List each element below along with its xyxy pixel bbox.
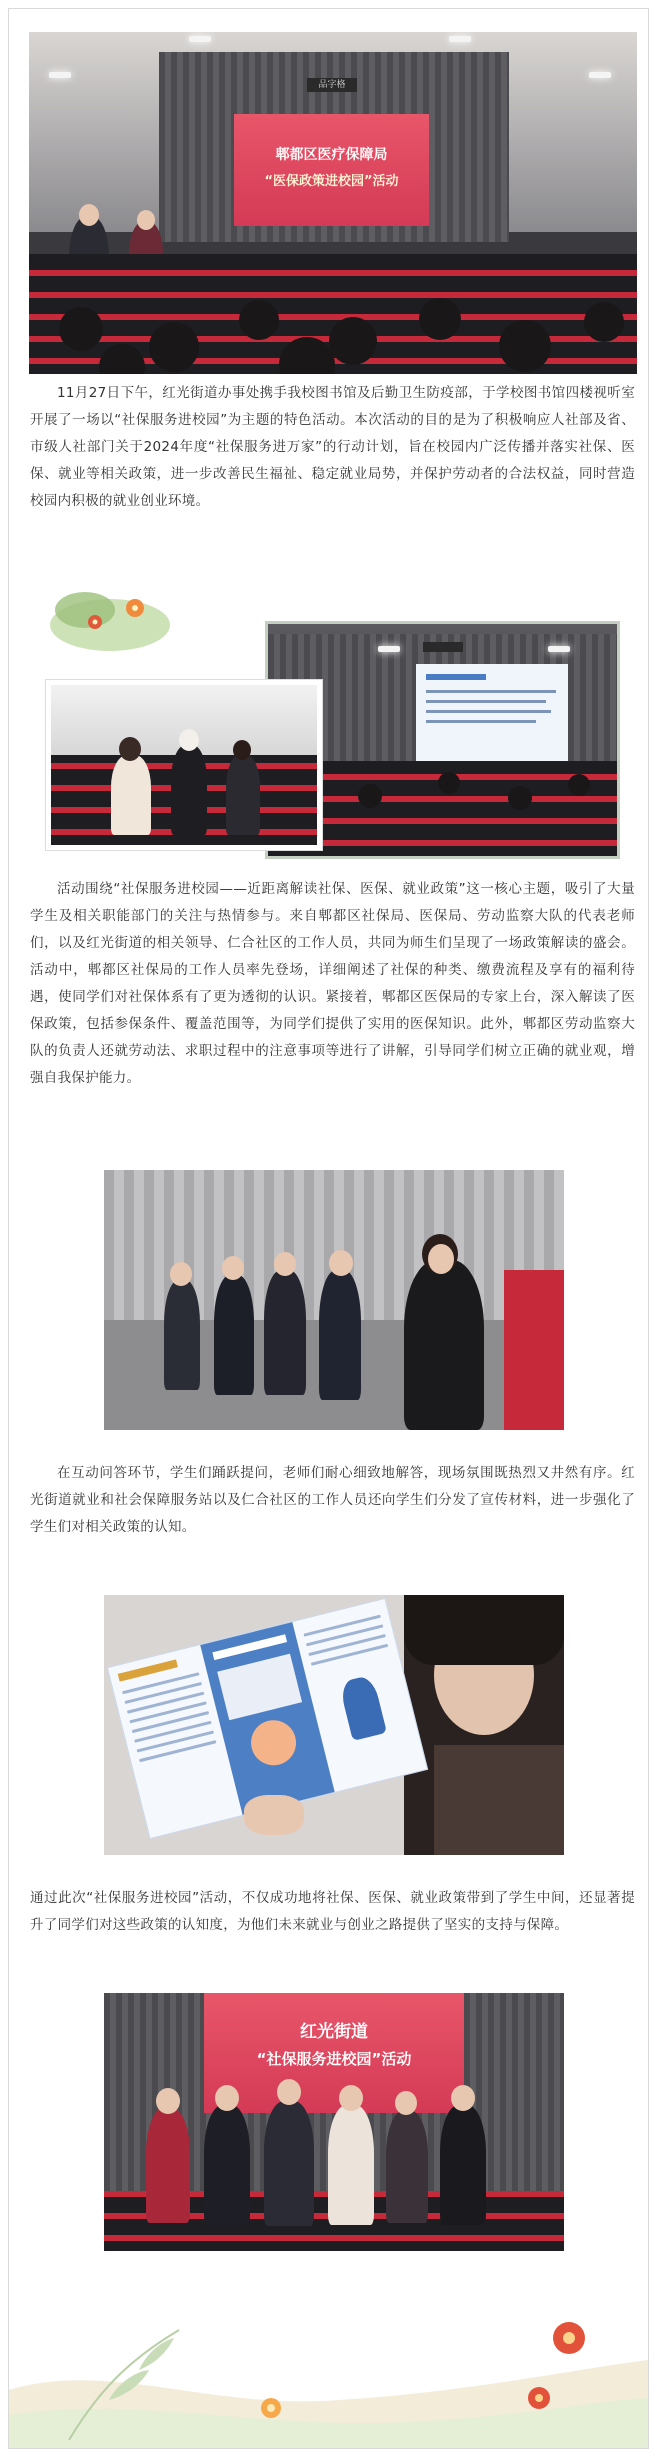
paragraph-summary: 通过此次“社保服务进校园”活动，不仅成功地将社保、医保、就业政策带到了学生中间，还显著提升了同学们对这些政策的认知度，为他们未来就业与创业之路提供了坚实的支持与保障。 <box>30 1890 635 1933</box>
paragraph-qa: 在互动问答环节，学生们踊跃提问，老师们耐心细致地解答，现场氛围既热烈又井然有序。红光街道就业和社会保障服务站以及仁合社区的工作人员还向学生们分发了宣传材料，进一步强化了学生们对相关政策的认知。 <box>30 1465 635 1535</box>
slide-screen <box>416 664 568 764</box>
photo-group <box>104 1993 564 2251</box>
photo-brochure <box>104 1595 564 1855</box>
flower-decoration-icon <box>40 580 170 660</box>
photo-officials-seated <box>104 1170 564 1430</box>
paragraph-intro: 11月27日下午，红光街道办事处携手我校图书馆及后勤卫生防疫部，于学校图书馆四楼视听室开展了一场以“社保服务进校园”为主题的特色活动。本次活动的目的是为了积极响应人社部及省、市级人社部门关于2024年度“社保服务进万家”的行动计划，旨在校园内广泛传播并落实社保、医保、就业等相关政策，进一步改善民生福祉、稳定就业局势，并保护劳动者的合法权益，同时营造校园内积极的就业创业环境。 <box>30 385 635 509</box>
photo-lecture-hall <box>29 32 637 374</box>
projection-screen <box>234 114 429 226</box>
paragraph-activity: 活动围绕“社保服务进校园——近距离解读社保、医保、就业政策”这一核心主题，吸引了大量学生及相关职能部门的关注与热情参与。来自郫都区社保局、医保局、劳动监察大队的代表老师们，以及红光街道的相关领导、仁合社区的工作人员，共同为师生们呈现了一场政策解读的盛会。活动中，郫都区社保局的工作人员率先登场，详细阐述了社保的种类、缴费流程及享有的福利待遇，使同学们对社保体系有了更为透彻的认识。紧接着，郫都区医保局的专家上台，深入解读了医保政策，包括参保条件、覆盖范围等，为同学们提供了实用的医保知识。此外，郫都区劳动监察大队的负责人还就劳动法、求职过程中的注意事项等进行了讲解，引导同学们树立正确的就业观，增强自我保护能力。 <box>30 881 635 1086</box>
floral-footer-decoration-icon <box>9 2300 648 2448</box>
podium-sign: 品字格 <box>307 78 357 92</box>
group-screen-line-2: “社保服务进校园”活动 <box>256 2050 412 2068</box>
photo-students-inset <box>46 680 322 850</box>
group-screen-line-1: 红光街道 <box>300 2022 368 2042</box>
screen-line-1: 郫都区医疗保障局 <box>275 147 388 163</box>
group-screen <box>204 1993 464 2113</box>
screen-line-2: “医保政策进校园”活动 <box>264 174 399 189</box>
